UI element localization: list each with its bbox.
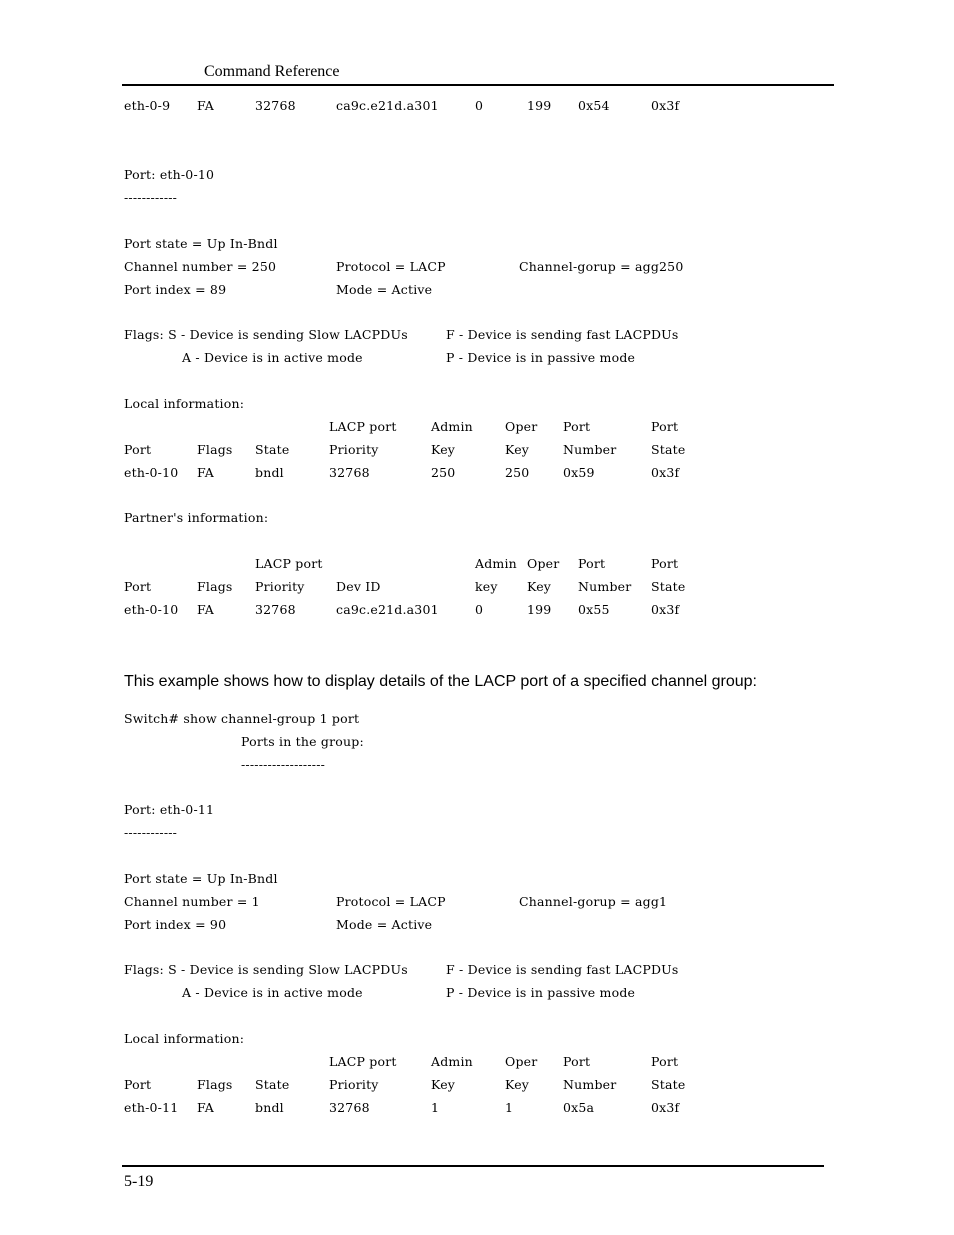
cli-output-text: F - Device is sending fast LACPDUs bbox=[446, 962, 679, 977]
cli-output-text: Flags bbox=[197, 442, 233, 457]
cli-output-text: State bbox=[651, 1077, 686, 1092]
cli-output-text: ------------ bbox=[124, 190, 178, 205]
cli-output-text: 0x3f bbox=[651, 602, 680, 617]
cli-output-text: 0x3f bbox=[651, 1100, 680, 1115]
cli-output-text: FA bbox=[197, 602, 215, 617]
cli-output-text: Port index = 89 bbox=[124, 282, 227, 297]
cli-output-text: Channel number = 1 bbox=[124, 894, 260, 909]
cli-output-text: State bbox=[651, 442, 686, 457]
cli-output-text: 32768 bbox=[329, 465, 370, 480]
cli-output-text: Number bbox=[563, 1077, 617, 1092]
cli-output-text: Port bbox=[124, 579, 152, 594]
cli-output-text: Admin bbox=[431, 419, 473, 434]
cli-output-text: Oper bbox=[505, 1054, 538, 1069]
cli-output-text: 0x3f bbox=[651, 98, 680, 113]
cli-output-text: Port bbox=[578, 556, 606, 571]
cli-output-text: 32768 bbox=[329, 1100, 370, 1115]
cli-output-text: Key bbox=[527, 579, 552, 594]
cli-output-text: State bbox=[651, 579, 686, 594]
cli-output-text: Priority bbox=[329, 1077, 379, 1092]
cli-output-text: LACP port bbox=[255, 556, 323, 571]
page-number: 5-19 bbox=[124, 1173, 154, 1190]
cli-output-text: Partner's information: bbox=[124, 510, 269, 525]
cli-output-text: Flags bbox=[197, 579, 233, 594]
cli-output-text: 199 bbox=[527, 98, 552, 113]
cli-output-text: 0 bbox=[475, 98, 484, 113]
cli-output-text: FA bbox=[197, 98, 215, 113]
cli-output-text: ca9c.e21d.a301 bbox=[336, 602, 439, 617]
cli-output-text: Protocol = LACP bbox=[336, 894, 446, 909]
cli-output-text: 0x54 bbox=[578, 98, 610, 113]
cli-output-text: Oper bbox=[527, 556, 560, 571]
cli-output-text: Flags: S - Device is sending Slow LACPDUs bbox=[124, 327, 408, 342]
cli-output-text: A - Device is in active mode bbox=[182, 985, 363, 1000]
cli-output-text: 1 bbox=[431, 1100, 440, 1115]
running-header-title: Command Reference bbox=[204, 63, 340, 80]
cli-output-text: Port bbox=[651, 556, 679, 571]
cli-output-text: State bbox=[255, 442, 290, 457]
cli-output-text: Port bbox=[651, 1054, 679, 1069]
cli-output-text: eth-0-11 bbox=[124, 1100, 179, 1115]
cli-output-text: 0x55 bbox=[578, 602, 610, 617]
cli-output-text: Channel-gorup = agg1 bbox=[519, 894, 668, 909]
cli-output-text: Mode = Active bbox=[336, 917, 433, 932]
cli-output-text: 0x59 bbox=[563, 465, 595, 480]
cli-output-text: Port bbox=[651, 419, 679, 434]
cli-output-text: Ports in the group: bbox=[241, 734, 364, 749]
cli-output-text: Flags bbox=[197, 1077, 233, 1092]
cli-output-text: ca9c.e21d.a301 bbox=[336, 98, 439, 113]
cli-output-text: LACP port bbox=[329, 419, 397, 434]
cli-output-text: Port bbox=[563, 419, 591, 434]
cli-output-text: 32768 bbox=[255, 98, 296, 113]
cli-output-text: 32768 bbox=[255, 602, 296, 617]
cli-output-text: Port state = Up In-Bndl bbox=[124, 871, 278, 886]
cli-output-text: Admin bbox=[431, 1054, 473, 1069]
cli-output-text: Number bbox=[563, 442, 617, 457]
cli-output-text: FA bbox=[197, 465, 215, 480]
cli-output-text: eth-0-10 bbox=[124, 465, 179, 480]
cli-output-text: Port: eth-0-11 bbox=[124, 802, 215, 817]
cli-output-text: Channel number = 250 bbox=[124, 259, 277, 274]
cli-output-text: Flags: S - Device is sending Slow LACPDUs bbox=[124, 962, 408, 977]
example-intro-text: This example shows how to display details of the LACP port of a specified channel group: bbox=[124, 673, 757, 690]
cli-output-text: A - Device is in active mode bbox=[182, 350, 363, 365]
cli-output-text: Mode = Active bbox=[336, 282, 433, 297]
cli-output-text: Switch# show channel-group 1 port bbox=[124, 711, 360, 726]
cli-output-text: LACP port bbox=[329, 1054, 397, 1069]
cli-output-text: State bbox=[255, 1077, 290, 1092]
cli-output-text: ------------------- bbox=[241, 757, 326, 772]
footer-rule bbox=[122, 1165, 824, 1167]
cli-output-text: bndl bbox=[255, 465, 284, 480]
cli-output-text: Channel-gorup = agg250 bbox=[519, 259, 684, 274]
cli-output-text: Local information: bbox=[124, 1031, 245, 1046]
cli-output-text: Admin bbox=[475, 556, 517, 571]
cli-output-text: Protocol = LACP bbox=[336, 259, 446, 274]
cli-output-text: Oper bbox=[505, 419, 538, 434]
cli-output-text: Port state = Up In-Bndl bbox=[124, 236, 278, 251]
cli-output-text: Port index = 90 bbox=[124, 917, 227, 932]
cli-output-text: 1 bbox=[505, 1100, 514, 1115]
cli-output-text: eth-0-9 bbox=[124, 98, 171, 113]
cli-output-text: Key bbox=[505, 1077, 530, 1092]
cli-output-text: P - Device is in passive mode bbox=[446, 350, 636, 365]
cli-output-text: Key bbox=[505, 442, 530, 457]
cli-output-text: Key bbox=[431, 1077, 456, 1092]
cli-output-text: FA bbox=[197, 1100, 215, 1115]
cli-output-text: ------------ bbox=[124, 825, 178, 840]
cli-output-text: F - Device is sending fast LACPDUs bbox=[446, 327, 679, 342]
cli-output-text: Local information: bbox=[124, 396, 245, 411]
cli-output-text: Priority bbox=[329, 442, 379, 457]
cli-output-text: P - Device is in passive mode bbox=[446, 985, 636, 1000]
cli-output-text: 0x3f bbox=[651, 465, 680, 480]
cli-output-text: Number bbox=[578, 579, 632, 594]
header-rule bbox=[122, 84, 834, 86]
cli-output-text: Key bbox=[431, 442, 456, 457]
cli-output-text: bndl bbox=[255, 1100, 284, 1115]
cli-output-text: Priority bbox=[255, 579, 305, 594]
cli-output-text: Port bbox=[124, 442, 152, 457]
cli-output-text: 250 bbox=[431, 465, 456, 480]
cli-output-text: Port: eth-0-10 bbox=[124, 167, 215, 182]
cli-output-text: Dev ID bbox=[336, 579, 381, 594]
cli-output-text: eth-0-10 bbox=[124, 602, 179, 617]
cli-output-text: Port bbox=[563, 1054, 591, 1069]
cli-output-text: Port bbox=[124, 1077, 152, 1092]
cli-output-text: 0x5a bbox=[563, 1100, 595, 1115]
cli-output-text: 199 bbox=[527, 602, 552, 617]
cli-output-text: 250 bbox=[505, 465, 530, 480]
cli-output-text: key bbox=[475, 579, 498, 594]
cli-output-text: 0 bbox=[475, 602, 484, 617]
